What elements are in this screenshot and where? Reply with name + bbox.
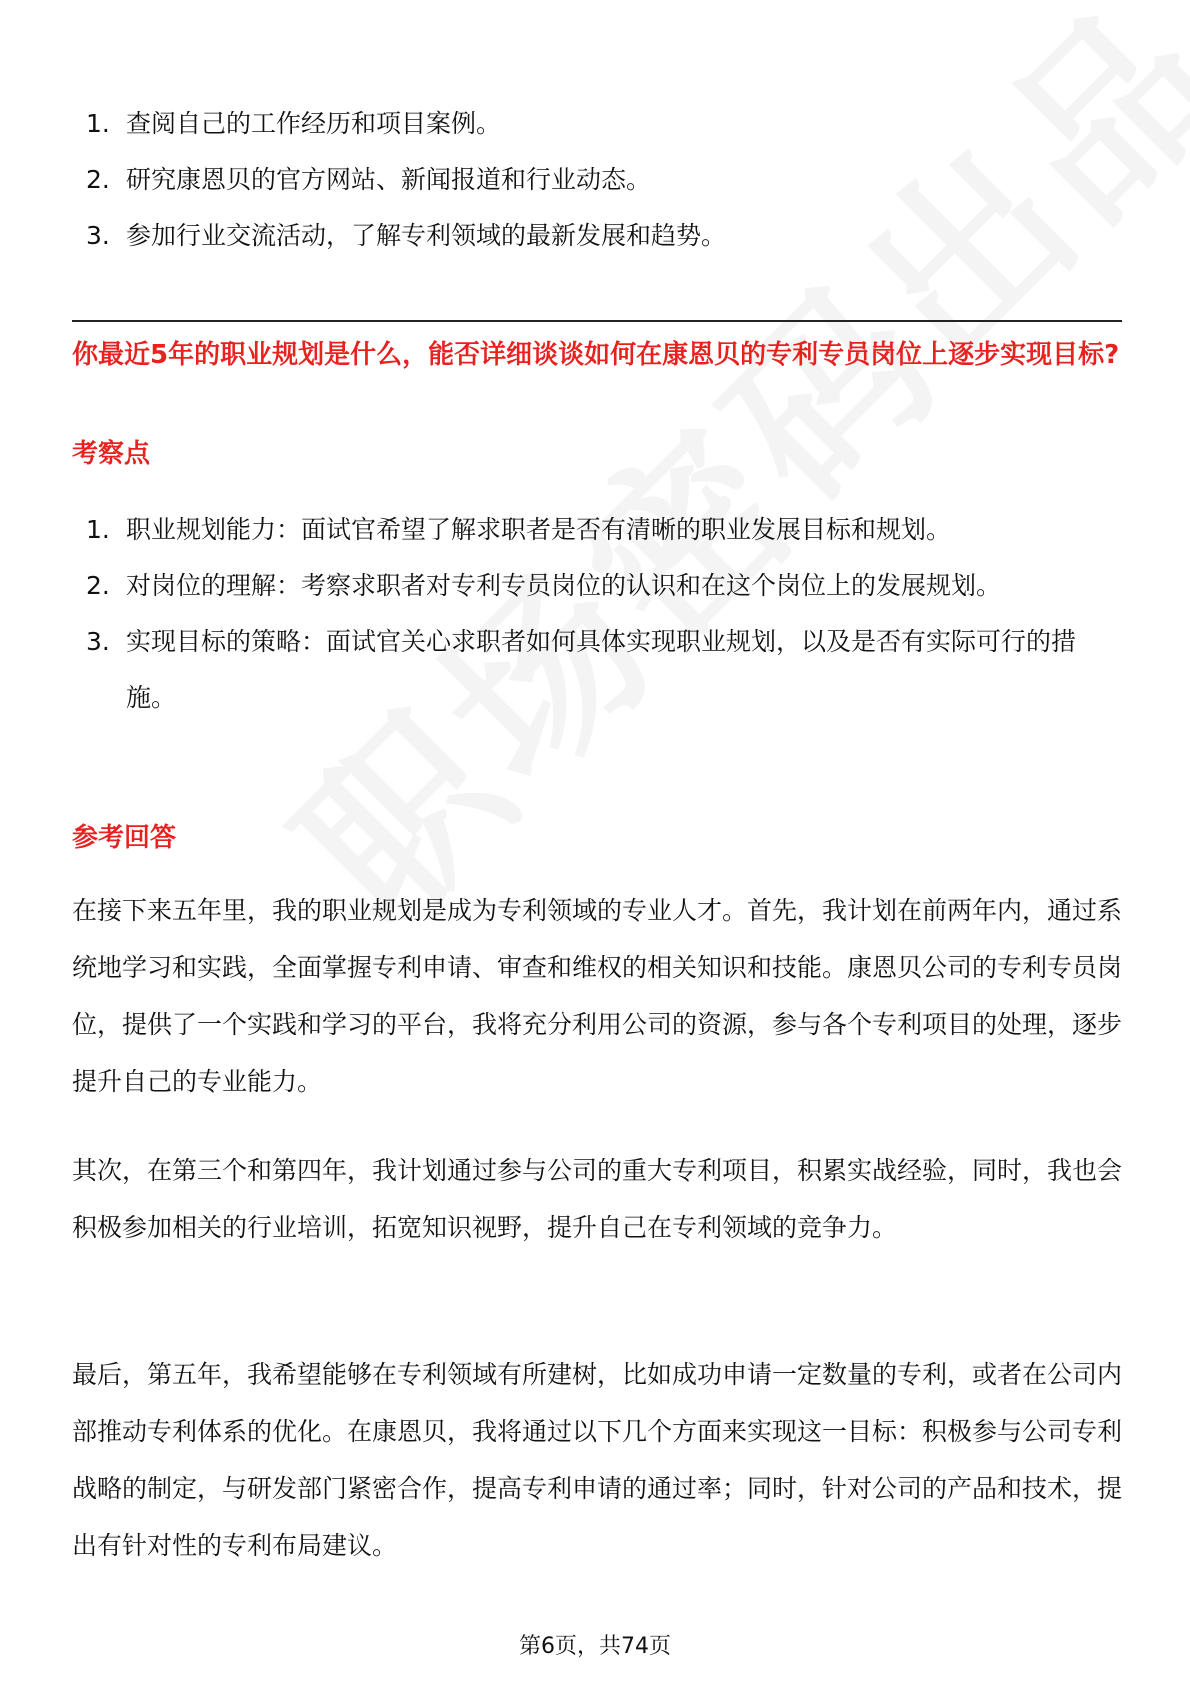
list-number: 3. (86, 627, 110, 656)
preparation-list (72, 96, 1122, 264)
list-item-text: 对岗位的理解：考察求职者对专利专员岗位的认识和在这个岗位上的发展规划。 (126, 571, 1002, 600)
evaluation-points-heading: 考察点 (72, 439, 151, 469)
list-number: 1. (86, 515, 110, 544)
page-number-footer: 第6页，共74页 (519, 1634, 671, 1659)
list-item-text: 研究康恩贝的官方网站、新闻报道和行业动态。 (126, 165, 652, 194)
list-number: 2. (86, 165, 110, 194)
list-item-text: 职业规划能力：面试官希望了解求职者是否有清晰的职业发展目标和规划。 (126, 515, 952, 544)
reference-answer-heading: 参考回答 (72, 823, 177, 853)
list-item (72, 152, 1122, 208)
list-item (72, 96, 1122, 152)
answer-paragraph: 其次，在第三个和第四年，我计划通过参与公司的重大专利项目，积累实战经验，同时，我也会积极参加相关的行业培训，拓宽知识视野，提升自己在专利领域的竞争力。 (72, 1156, 1123, 1242)
list-item (72, 614, 1122, 726)
evaluation-points-list (72, 502, 1122, 726)
list-item-text: 查阅自己的工作经历和项目案例。 (126, 109, 502, 138)
question-heading: 你最近5年的职业规划是什么，能否详细谈谈如何在康恩贝的专利专员岗位上逐步实现目标? (72, 340, 1120, 370)
list-item-text: 参加行业交流活动，了解专利领域的最新发展和趋势。 (126, 221, 727, 250)
list-number: 1. (86, 109, 110, 138)
list-number: 3. (86, 221, 110, 250)
list-item (72, 502, 1122, 558)
answer-paragraph: 最后，第五年，我希望能够在专利领域有所建树，比如成功申请一定数量的专利，或者在公司内部推动专利体系的优化。在康恩贝，我将通过以下几个方面来实现这一目标：积极参与公司专利战略的制定，与研发部门紧密合作，提高专利申请的通过率；同时，针对公司的产品和技术，提出有针对性的专利布局建议。 (72, 1360, 1123, 1560)
list-item (72, 208, 1122, 264)
list-item-text: 实现目标的策略：面试官关心求职者如何具体实现职业规划，以及是否有实际可行的措施。 (126, 627, 1077, 712)
answer-paragraph: 在接下来五年里，我的职业规划是成为专利领域的专业人才。首先，我计划在前两年内，通过系统地学习和实践，全面掌握专利申请、审查和维权的相关知识和技能。康恩贝公司的专利专员岗位，提供了一个实践和学习的平台，我将充分利用公司的资源，参与各个专利项目的处理，逐步提升自己的专业能力。 (72, 896, 1123, 1096)
list-number: 2. (86, 571, 110, 600)
list-item (72, 558, 1122, 614)
section-divider (72, 320, 1122, 322)
